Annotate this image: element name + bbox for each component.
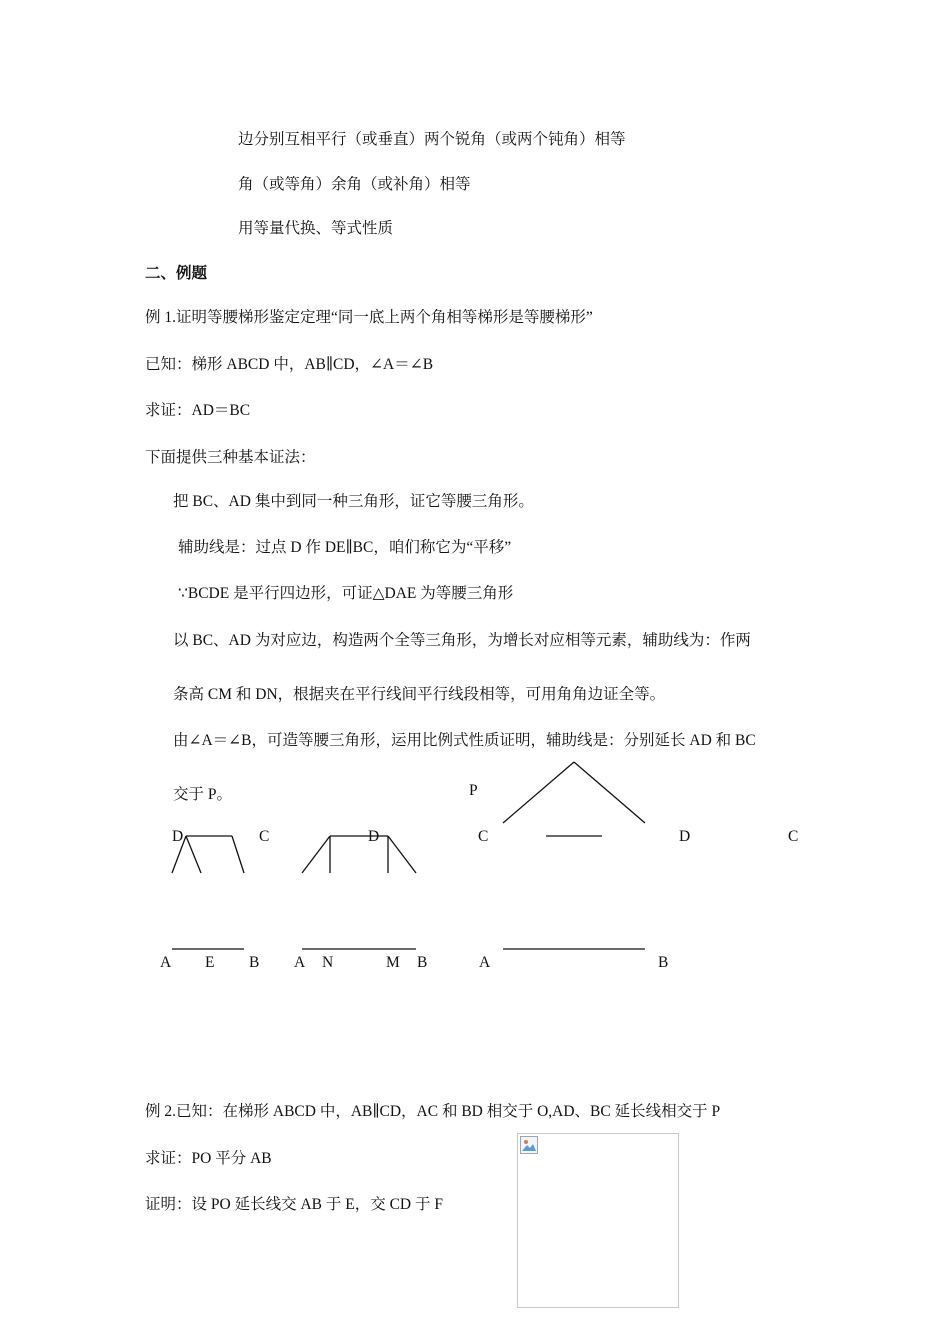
method1-aux: 辅助线是：过点 D 作 DE∥BC，咱们称它为“平移” <box>178 539 512 556</box>
broken-image-placeholder <box>517 1133 679 1308</box>
example1-intro: 下面提供三种基本证法： <box>145 449 316 466</box>
fig1-de-line <box>186 836 201 873</box>
example1-given: 已知：梯形 ABCD 中，AB∥CD，∠A＝∠B <box>145 356 434 373</box>
fig1-label-d: D <box>172 828 184 845</box>
fig2-label-n: N <box>322 954 334 971</box>
fig1-label-a: A <box>160 954 172 971</box>
method2-line1: 以 BC、AD 为对应边，构造两个全等三角形，为增长对应相等元素，辅助线为：作两 <box>173 632 751 649</box>
fig1-label-e: E <box>205 954 215 971</box>
fig1-label-c: C <box>259 828 270 845</box>
method3-line2: 交于 P。 <box>173 786 232 803</box>
method1-text: 把 BC、AD 集中到同一种三角形，证它等腰三角形。 <box>173 493 534 510</box>
method2-line2: 条高 CM 和 DN，根据夹在平行线间平行线段相等，可用角角边证全等。 <box>173 686 666 703</box>
fig3-label-a: A <box>479 954 491 971</box>
fig3-label-p: P <box>469 782 478 799</box>
fig2-right-edge <box>388 836 416 873</box>
example1-title: 例 1.证明等腰梯形鉴定定理“同一底上两个角相等梯形是等腰梯形” <box>145 309 593 326</box>
fig3-left-ext <box>503 762 574 823</box>
example2-proof: 证明：设 PO 延长线交 AB 于 E，交 CD 于 F <box>145 1196 443 1213</box>
fig2-label-c: C <box>478 828 489 845</box>
section-title: 二、例题 <box>145 265 208 282</box>
list-item: 角（或等角）余角（或补角）相等 <box>238 176 471 193</box>
fig3-right-ext <box>574 762 645 823</box>
fig3-label-b: B <box>658 954 669 971</box>
fig2-left-edge <box>302 836 330 873</box>
example1-prove: 求证：AD＝BC <box>145 402 251 419</box>
fig3-label-d: D <box>679 828 691 845</box>
example2-title: 例 2.已知：在梯形 ABCD 中，AB∥CD，AC 和 BD 相交于 O,AD、BC 延长线相交于 P <box>145 1103 721 1120</box>
broken-image-icon <box>520 1136 538 1154</box>
fig3-label-c: C <box>788 828 799 845</box>
method1-note: ∵BCDE 是平行四边形，可证△DAE 为等腰三角形 <box>178 585 514 602</box>
list-item: 边分别互相平行（或垂直）两个锐角（或两个钝角）相等 <box>238 131 626 148</box>
list-item: 用等量代换、等式性质 <box>238 220 394 237</box>
method3-line1: 由∠A＝∠B，可造等腰三角形，运用比例式性质证明，辅助线是：分别延长 AD 和 BC <box>173 732 756 749</box>
fig2-label-d: D <box>368 828 380 845</box>
fig1-right-edge <box>232 836 244 873</box>
fig2-label-m: M <box>386 954 400 971</box>
example2-prove: 求证：PO 平分 AB <box>145 1150 272 1167</box>
fig2-label-a: A <box>294 954 306 971</box>
fig2-label-b: B <box>417 954 428 971</box>
fig1-label-b: B <box>249 954 260 971</box>
